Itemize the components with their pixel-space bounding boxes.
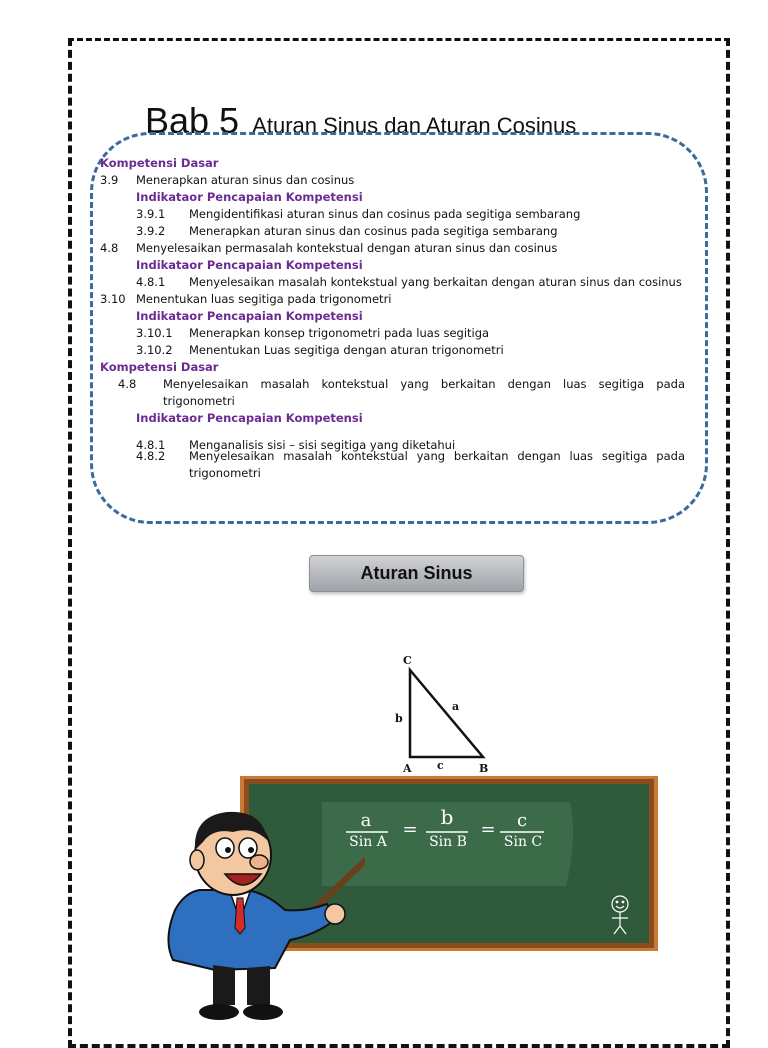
kd-heading: Kompetensi Dasar [100, 360, 219, 374]
eye-left [216, 838, 234, 858]
kd-text: Menyelesaikan permasalah kontekstual dengan aturan sinus dan cosinus [136, 241, 558, 255]
ear [190, 850, 204, 870]
side-c-label: c [437, 759, 444, 772]
hand [325, 904, 345, 924]
eye-right [239, 838, 257, 858]
section-heading-aturan-sinus: Aturan Sinus [309, 555, 524, 592]
ipk-text: Menganalisis sisi – sisi segitiga yang diketahui [189, 438, 456, 452]
ipk-heading: Indikataor Pencapaian Kompetensi [136, 309, 363, 323]
shoe-left [199, 1004, 239, 1020]
chapter-number: Bab 5 [145, 100, 240, 141]
side-a-label: a [452, 700, 460, 713]
pupil-right [248, 847, 254, 853]
formula-num-c: c [516, 810, 528, 831]
ipk-text: Menentukan Luas segitiga dengan aturan trigonometri [189, 343, 504, 357]
kd-item [100, 376, 690, 410]
ipk-number: 4.8.2 [136, 449, 166, 463]
kd-number: 3.9 [100, 173, 119, 187]
competency-list [100, 155, 690, 482]
ipk-text: Menyelesaikan masalah kontekstual yang berkaitan dengan aturan sinus dan cosinus [189, 275, 682, 289]
vertex-b-label: B [479, 762, 489, 775]
ipk-number: 4.8.1 [136, 275, 166, 289]
ipk-item [100, 223, 690, 240]
shoe-right [243, 1004, 283, 1020]
kd-text: Menerapkan aturan sinus dan cosinus [136, 173, 355, 187]
ipk-item [100, 448, 690, 482]
ipk-item [100, 437, 690, 452]
right-triangle-diagram [385, 650, 505, 778]
ipk-item [100, 342, 690, 359]
ipk-heading: Indikataor Pencapaian Kompetensi [136, 411, 363, 425]
chapter-title: Aturan Sinus dan Aturan Cosinus [252, 113, 577, 138]
kd-text: Menyelesaikan masalah kontekstual yang berkaitan dengan luas segitiga pada trigonometri [163, 377, 685, 408]
suit-jacket [168, 890, 335, 970]
kd-number: 4.8 [118, 377, 137, 391]
formula-num-a: a [360, 810, 372, 831]
necktie [235, 898, 245, 934]
kd-number: 3.10 [100, 292, 126, 306]
kd-item [100, 240, 690, 257]
ipk-text: Menerapkan konsep trigonometri pada luas segitiga [189, 326, 490, 340]
formula-num-b: b [440, 805, 454, 829]
ipk-number: 3.10.1 [136, 326, 173, 340]
formula-den-c: Sin C [503, 834, 543, 850]
ipk-text: Mengidentifikasi aturan sinus dan cosinus pada segitiga sembarang [189, 207, 581, 221]
trouser-right [247, 966, 270, 1005]
kd-item [100, 291, 690, 308]
triangle-shape [410, 670, 483, 757]
pupil-left [225, 847, 231, 853]
kd-heading: Kompetensi Dasar [100, 156, 219, 170]
nose [250, 855, 268, 869]
kd-item [100, 172, 690, 189]
vertex-a-label: A [403, 762, 412, 775]
ipk-heading: Indikataor Pencapaian Kompetensi [136, 190, 363, 204]
ipk-number: 3.10.2 [136, 343, 173, 357]
ipk-item [100, 325, 690, 342]
formula-equals-1: = [402, 819, 418, 840]
teacher-illustration [155, 800, 365, 1024]
formula-equals-2: = [480, 819, 496, 840]
ipk-text: Menyelesaikan masalah kontekstual yang berkaitan dengan luas segitiga pada trigonometri [189, 449, 685, 480]
ipk-item [100, 206, 690, 223]
kd-number: 4.8 [100, 241, 119, 255]
vertex-c-label: C [403, 654, 412, 667]
ipk-item [100, 274, 690, 291]
ipk-number: 4.8.1 [136, 438, 166, 452]
formula-den-b: Sin B [429, 834, 467, 850]
ipk-number: 3.9.2 [136, 224, 166, 238]
ipk-number: 3.9.1 [136, 207, 166, 221]
side-b-label: b [395, 712, 403, 725]
ipk-heading: Indikataor Pencapaian Kompetensi [136, 258, 363, 272]
trouser-left [213, 965, 235, 1005]
formula-den-a: Sin A [349, 834, 387, 850]
ipk-text: Menerapkan aturan sinus dan cosinus pada segitiga sembarang [189, 224, 558, 238]
kd-text: Menentukan luas segitiga pada trigonometri [136, 292, 392, 306]
